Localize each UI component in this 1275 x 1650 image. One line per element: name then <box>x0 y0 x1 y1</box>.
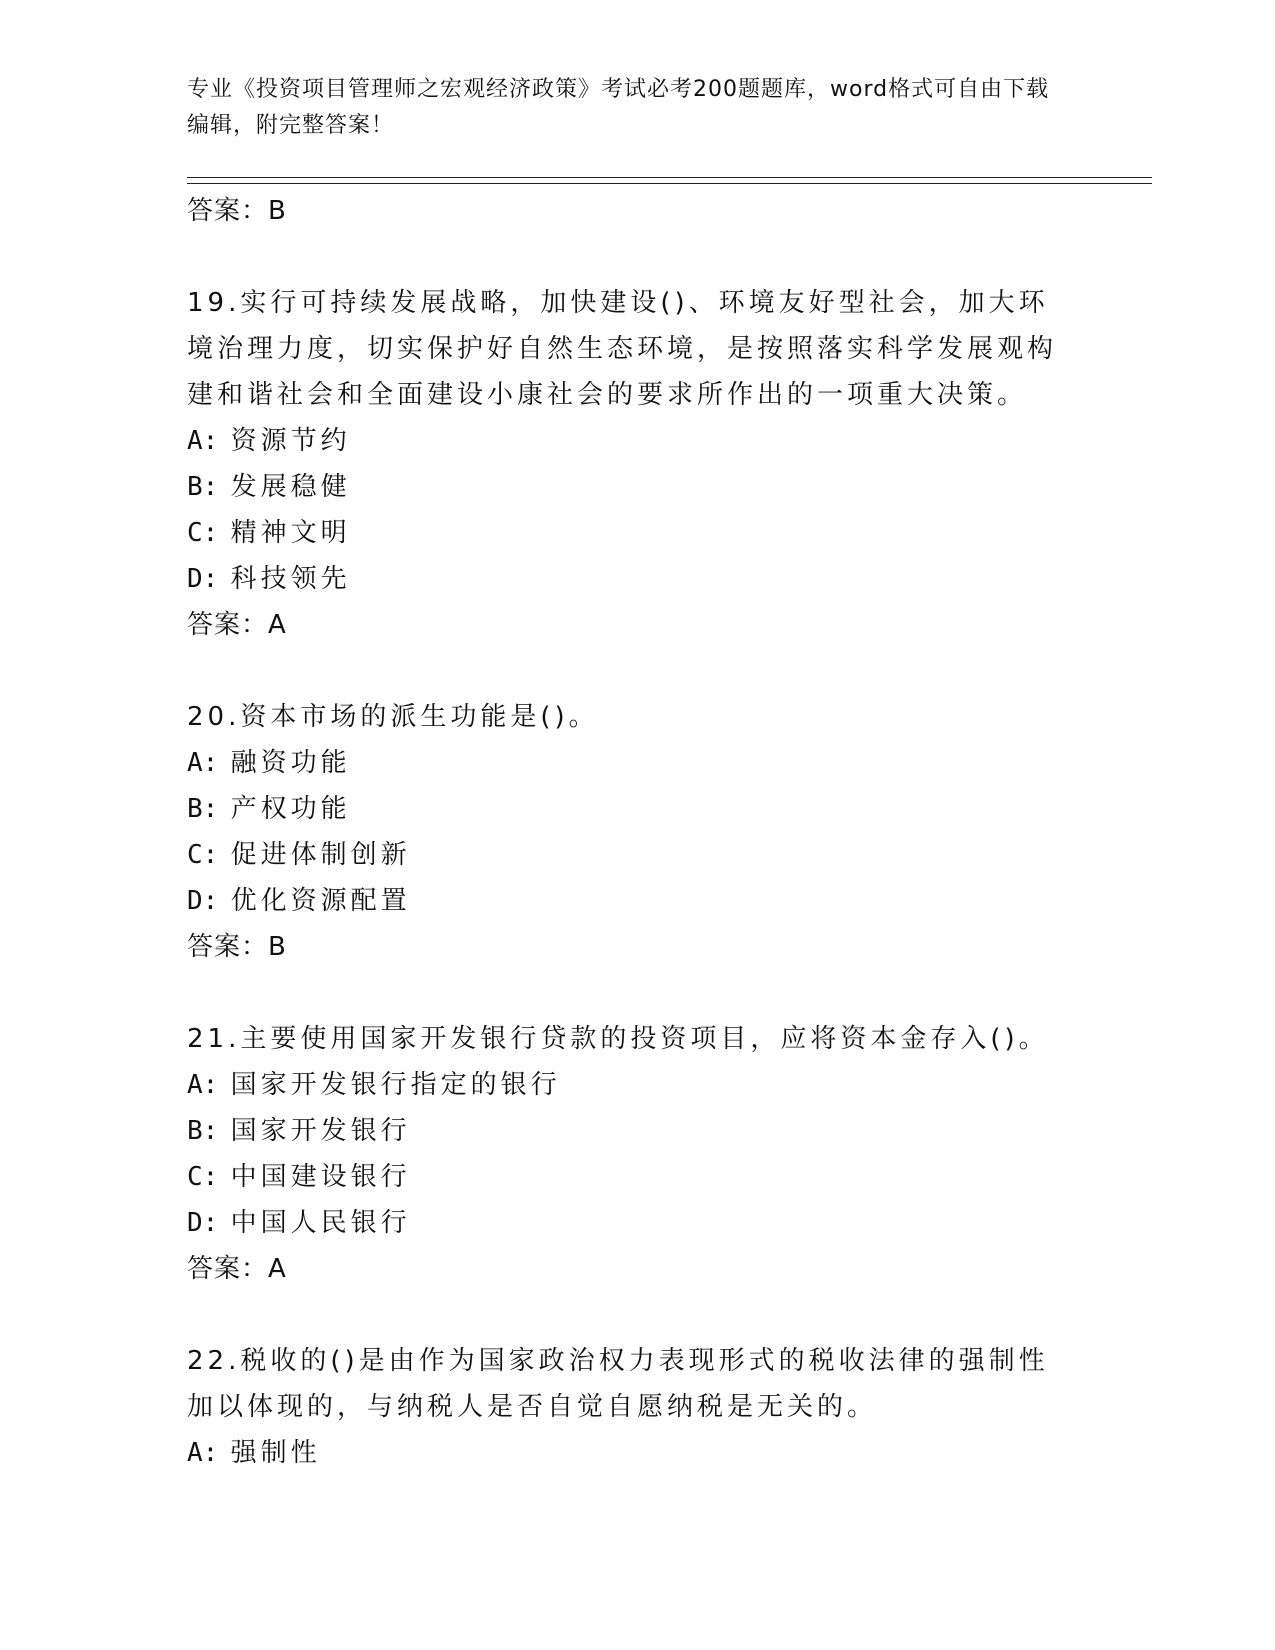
option-key: C: <box>187 1162 219 1192</box>
option-b <box>187 464 1087 510</box>
option-text: 融资功能 <box>230 748 351 778</box>
answer-line: 答案：A <box>187 610 287 640</box>
option-text: 科技领先 <box>230 564 351 594</box>
option-text: 强制性 <box>230 1438 321 1468</box>
question-text: 19.实行可持续发展战略，加快建设()、环境友好型社会，加大环境治理力度，切实保护好自然生态环境，是按照落实科学发展观构建和谐社会和全面建设小康社会的要求所作出的一项重大决策。 <box>187 288 1058 410</box>
option-d <box>187 1200 1087 1246</box>
question-19 <box>187 280 1087 648</box>
question-22 <box>187 1338 1087 1476</box>
document-header: 专业《投资项目管理师之宏观经济政策》考试必考200题题库，word格式可自由下载编辑，附完整答案！ <box>187 77 1050 138</box>
option-text: 中国人民银行 <box>230 1208 411 1238</box>
option-c <box>187 1154 1087 1200</box>
option-text: 国家开发银行指定的银行 <box>230 1070 561 1100</box>
option-key: A: <box>187 1438 219 1468</box>
option-b <box>187 1108 1087 1154</box>
answer-line: 答案：B <box>187 932 287 962</box>
option-text: 促进体制创新 <box>230 840 411 870</box>
option-key: D: <box>187 886 219 916</box>
question-text: 22.税收的()是由作为国家政治权力表现形式的税收法律的强制性加以体现的，与纳税人是否自觉自愿纳税是无关的。 <box>187 1346 1049 1422</box>
option-text: 发展稳健 <box>230 472 351 502</box>
question-text: 20.资本市场的派生功能是()。 <box>187 702 599 732</box>
question-20 <box>187 694 1087 970</box>
option-key: C: <box>187 840 219 870</box>
option-key: D: <box>187 564 219 594</box>
option-key: A: <box>187 1070 219 1100</box>
header-rule-bottom <box>187 183 1152 184</box>
option-d <box>187 878 1087 924</box>
option-d <box>187 556 1087 602</box>
header-rule-top <box>187 177 1152 178</box>
option-a <box>187 1430 1087 1476</box>
question-list <box>187 188 1087 1476</box>
option-key: C: <box>187 518 219 548</box>
option-c <box>187 510 1087 556</box>
option-a <box>187 1062 1087 1108</box>
option-text: 中国建设银行 <box>230 1162 411 1192</box>
option-text: 国家开发银行 <box>230 1116 411 1146</box>
option-b <box>187 786 1087 832</box>
option-key: D: <box>187 1208 219 1238</box>
option-text: 资源节约 <box>230 426 351 456</box>
answer-line: 答案：A <box>187 1254 287 1284</box>
option-key: B: <box>187 794 219 824</box>
question-text: 21.主要使用国家开发银行贷款的投资项目，应将资本金存入()。 <box>187 1024 1049 1054</box>
option-key: A: <box>187 426 219 456</box>
option-key: B: <box>187 1116 219 1146</box>
option-key: B: <box>187 472 219 502</box>
option-a <box>187 740 1087 786</box>
answer-line: 答案：B <box>187 196 287 226</box>
option-text: 精神文明 <box>230 518 351 548</box>
option-key: A: <box>187 748 219 778</box>
option-text: 优化资源配置 <box>230 886 411 916</box>
option-a <box>187 418 1087 464</box>
option-c <box>187 832 1087 878</box>
option-text: 产权功能 <box>230 794 351 824</box>
question-21 <box>187 1016 1087 1292</box>
